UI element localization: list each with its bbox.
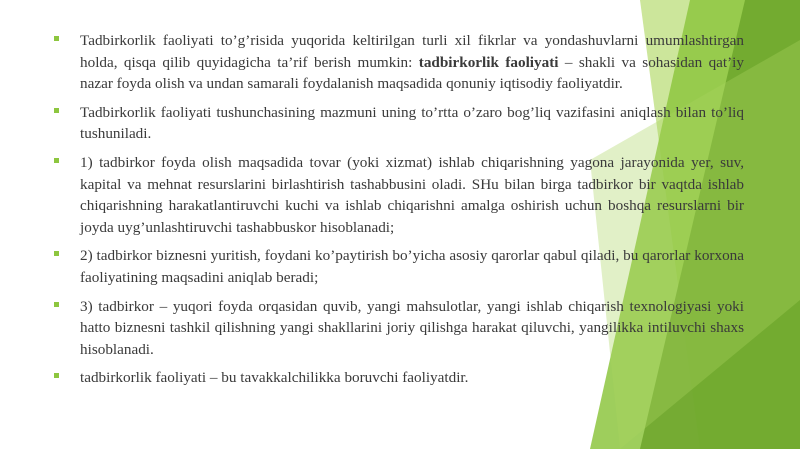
- list-item: [54, 245, 744, 288]
- bullet-icon: [54, 302, 59, 307]
- bullet-icon: [54, 373, 59, 378]
- bullet-text: tadbirkorlik faoliyati – bu tavakkalchilikka boruvchi faoliyatdir.: [80, 369, 469, 387]
- list-item: [54, 152, 744, 238]
- bullet-text: 3) tadbirkor – yuqori foyda orqasidan quvib, yangi mahsulotlar, yangi ishlab chiqarish texnologiyasi yoki hatto biznesni tashkil qilishning yangi shakllarini joriy qilishga harakat qiluvchi, yangilikka intiluvchi shaxs hisoblanadi.: [80, 297, 744, 358]
- bullet-icon: [54, 36, 59, 41]
- list-item: [54, 102, 744, 145]
- bullet-text: Tadbirkorlik faoliyati to’g’risida yuqorida keltirilgan turli xil fikrlar va yondashuvlarni umumlashtirgan holda, qisqa qilib quyidagicha ta’rif berish mumkin: tadbirkorlik faoliyati – shakli va sohasidan qat’iy nazar foyda olish va undan samarali foydalanish maqsadida qonuniy iqtisodiy faoliyatdir.: [80, 32, 744, 93]
- list-item: [54, 367, 744, 389]
- bullet-icon: [54, 158, 59, 163]
- bullet-icon: [54, 251, 59, 256]
- list-item: [54, 30, 744, 95]
- bullet-text: 1) tadbirkor foyda olish maqsadida tovar (yoki xizmat) ishlab chiqarishning yagona jarayonida yer, suv, kapital va mehnat resurslarini birlashtirish tashabbusini oladi. SHu bilan birga tadbirkor bir vaqtda ishlab chiqarishning harakatlantiruvchi kuchi va ishlab chiqarishni amalga oshirish uchun boshqa resurslarni bir joyda uyg’unlashtiruvchi tashabbuskor hisoblanadi;: [80, 153, 744, 236]
- list-item: [54, 296, 744, 361]
- bullet-text: Tadbirkorlik faoliyati tushunchasining mazmuni uning to’rtta o’zaro bog’liq vazifasini aniqlash bilan to’liq tushuniladi.: [80, 103, 744, 143]
- slide-content: [54, 30, 744, 396]
- bold-term: tadbirkorlik faoliyati: [418, 53, 559, 71]
- bullet-text: 2) tadbirkor biznesni yuritish, foydani ko’paytirish bo’yicha asosiy qarorlar qabul qiladi, bu qarorlar korxona faoliyatining maqsadini aniqlab beradi;: [80, 247, 744, 286]
- bullet-icon: [54, 108, 59, 113]
